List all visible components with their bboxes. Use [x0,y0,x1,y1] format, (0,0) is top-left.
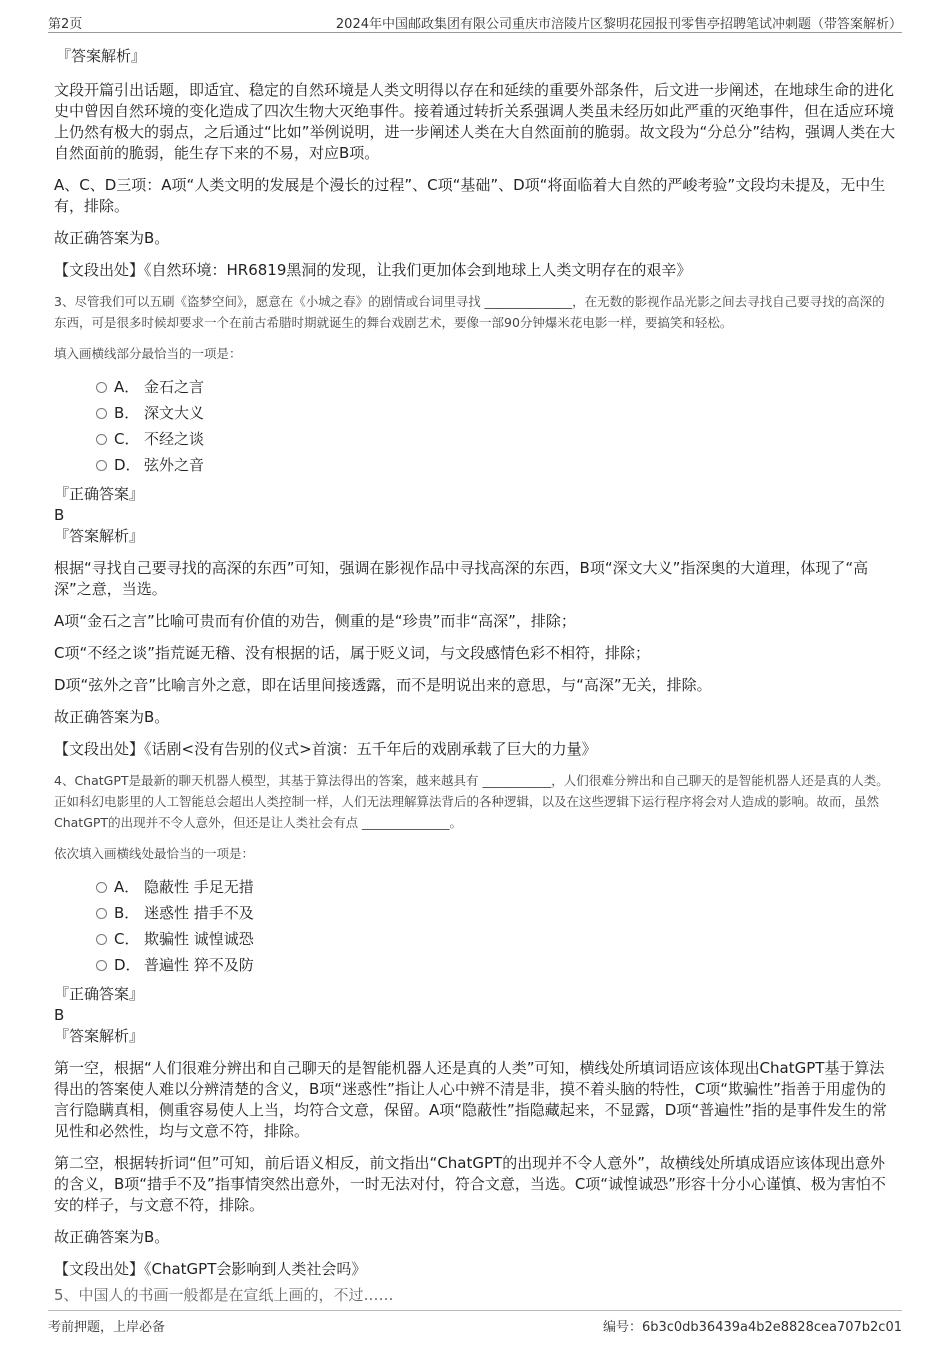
q4-analysis-label: 『答案解析』 [54,1027,145,1045]
radio-icon[interactable] [96,408,107,419]
q3-prompt: 填入画横线部分最恰当的一项是： [54,346,242,361]
q3-option-b[interactable] [54,400,896,426]
cutoff-text: 5、中国人的书画一般都是在宣纸上画的，不过…… [54,1286,394,1304]
q4-analysis-3: 故正确答案为B。 [54,1228,170,1246]
option-letter: D． [114,456,141,474]
q2-exclude: A、C、D三项：A项“人类文明的发展是个漫长的过程”、C项“基础”、D项“将面临着大自然的严峻考验”文段均未提及，无中生有，排除。 [54,176,886,215]
option-text: 金石之言 [144,378,205,396]
q3-analysis-1: 根据“寻找自己要寻找的高深的东西”可知，强调在影视作品中寻找高深的东西，B项“深文大义”指深奥的大道理，体现了“高深”之意，当选。 [54,559,869,598]
q4-answer-label: 『正确答案』 [54,985,145,1003]
option-letter: A． [114,878,140,896]
q3-analysis-3: C项“不经之谈”指荒诞无稽、没有根据的话，属于贬义词，与文段感情色彩不相符，排除； [54,644,651,662]
cutoff-next-question [54,1286,896,1306]
q3-analysis-2: A项“金石之言”比喻可贵而有价值的劝告，侧重的是“珍贵”而非“高深”，排除； [54,612,576,630]
q4-analysis-1: 第一空，根据“人们很难分辨出和自己聊天的是智能机器人还是真的人类”可知，横线处所填词语应该体现出ChatGPT基于算法得出的答案使人难以分辨清楚的含义，B项“迷惑性”指让人心中辨不清是非，摸不着头脑的特性，C项“欺骗性”指善于用虚伪的言行隐瞒真相，侧重容易使人上当，均符合文意，保留。A项“隐蔽性”指隐藏起来，不显露，D项“普遍性”指的是事件发生的常见性和必然性，均与文意不符，排除。 [54,1059,887,1140]
q3-option-d[interactable] [54,452,896,478]
option-letter: B． [114,904,140,922]
q4-analysis-2: 第二空，根据转折词“但”可知，前后语义相反，前文指出“ChatGPT的出现并不令人意外”，故横线处所填成语应该体现出意外的含义，B项“措手不及”指事情突然出意外，一时无法对付，符合文意，当选。C项“诚惶诚恐”形容十分小心谨慎、极为害怕不安的样子，与文意不符，排除。 [54,1154,886,1214]
option-letter: B． [114,404,140,422]
radio-icon[interactable] [96,460,107,471]
q3-stem: 3、尽管我们可以五刷《盗梦空间》，愿意在《小城之春》的剧情或台词里寻找 ______________，在无数的影视作品光影之间去寻找自己要寻找的高深的东西，可是很多时候却要求一个在前古希腊时期就诞生的舞台戏剧艺术，要像一部90分钟爆米花电影一样，要搞笑和轻松。 [54,294,885,330]
q3-option-a[interactable] [54,374,896,400]
q4-option-c[interactable] [54,926,896,952]
option-letter: D． [114,956,141,974]
q3-answer: B [54,506,65,524]
q4-stem: 4、ChatGPT是最新的聊天机器人模型，其基于算法得出的答案，越来越具有 ___________，人们很难分辨出和自己聊天的是智能机器人还是真的人类。正如科幻电影里的人工智能总会超出人类控制一样，人们无法理解算法背后的各种逻辑，以及在这些逻辑下运行程序将会对人造成的影响。故而，虽然ChatGPT的出现并不令人意外，但还是让人类社会有点 ______________。 [54,773,889,830]
option-text: 普遍性 猝不及防 [144,956,254,974]
q4-options [54,874,896,978]
option-text: 欺骗性 诚惶诚恐 [144,930,254,948]
page-number: 第2页 [48,17,83,32]
q4-option-b[interactable] [54,900,896,926]
q4-option-d[interactable] [54,952,896,978]
radio-icon[interactable] [96,434,107,445]
radio-icon[interactable] [96,882,107,893]
radio-icon[interactable] [96,934,107,945]
option-letter: A． [114,378,140,396]
page-header [48,10,902,33]
q2-analysis: 文段开篇引出话题，即适宜、稳定的自然环境是人类文明得以存在和延续的重要外部条件，后文进一步阐述，在地球生命的进化史中曾因自然环境的变化造成了四次生物大灭绝事件。接着通过转折关系强调人类虽未经历如此严重的灭绝事件，但在适应环境上仍然有极大的弱点，之后通过“比如”举例说明，进一步阐述人类在大自然面前的脆弱。故文段为“分总分”结构，强调人类在大自然面前的脆弱，能生存下来的不易，对应B项。 [54,81,896,162]
q3-analysis-5: 故正确答案为B。 [54,708,170,726]
option-letter: C． [114,430,140,448]
option-text: 深文大义 [144,404,205,422]
radio-icon[interactable] [96,382,107,393]
q3-answer-label: 『正确答案』 [54,485,145,503]
footer-slogan: 考前押题，上岸必备 [48,1320,166,1335]
q2-source: 【文段出处】《自然环境：HR6819黑洞的发现，让我们更加体会到地球上人类文明存在的艰辛》 [54,261,692,279]
q3-options [54,374,896,478]
document-id: 编号：6b3c0db36439a4b2e8828cea707b2c01 [602,1320,902,1335]
q4-prompt: 依次填入画横线处最恰当的一项是： [54,846,255,861]
document-title: 2024年中国邮政集团有限公司重庆市涪陵片区黎明花园报刊零售亭招聘笔试冲刺题（带答案解析） [335,17,902,32]
option-text: 隐蔽性 手足无措 [144,878,254,896]
q3-analysis-label: 『答案解析』 [54,527,145,545]
option-text: 不经之谈 [144,430,205,448]
option-text: 迷惑性 措手不及 [144,904,254,922]
radio-icon[interactable] [96,908,107,919]
q4-option-a[interactable] [54,874,896,900]
option-letter: C． [114,930,140,948]
option-text: 弦外之音 [144,456,205,474]
q4-source: 【文段出处】《ChatGPT会影响到人类社会吗》 [54,1260,367,1278]
q4-answer: B [54,1006,65,1024]
page-content [54,46,896,1280]
q2-analysis-label: 『答案解析』 [56,47,147,65]
q2-conclusion: 故正确答案为B。 [54,229,170,247]
page-footer [48,1310,902,1335]
q3-source: 【文段出处】《话剧<没有告别的仪式>首演：五千年后的戏剧承载了巨大的力量》 [54,740,597,758]
q3-analysis-4: D项“弦外之音”比喻言外之意，即在话里间接透露，而不是明说出来的意思，与“高深”无关，排除。 [54,676,712,694]
q3-option-c[interactable] [54,426,896,452]
radio-icon[interactable] [96,960,107,971]
